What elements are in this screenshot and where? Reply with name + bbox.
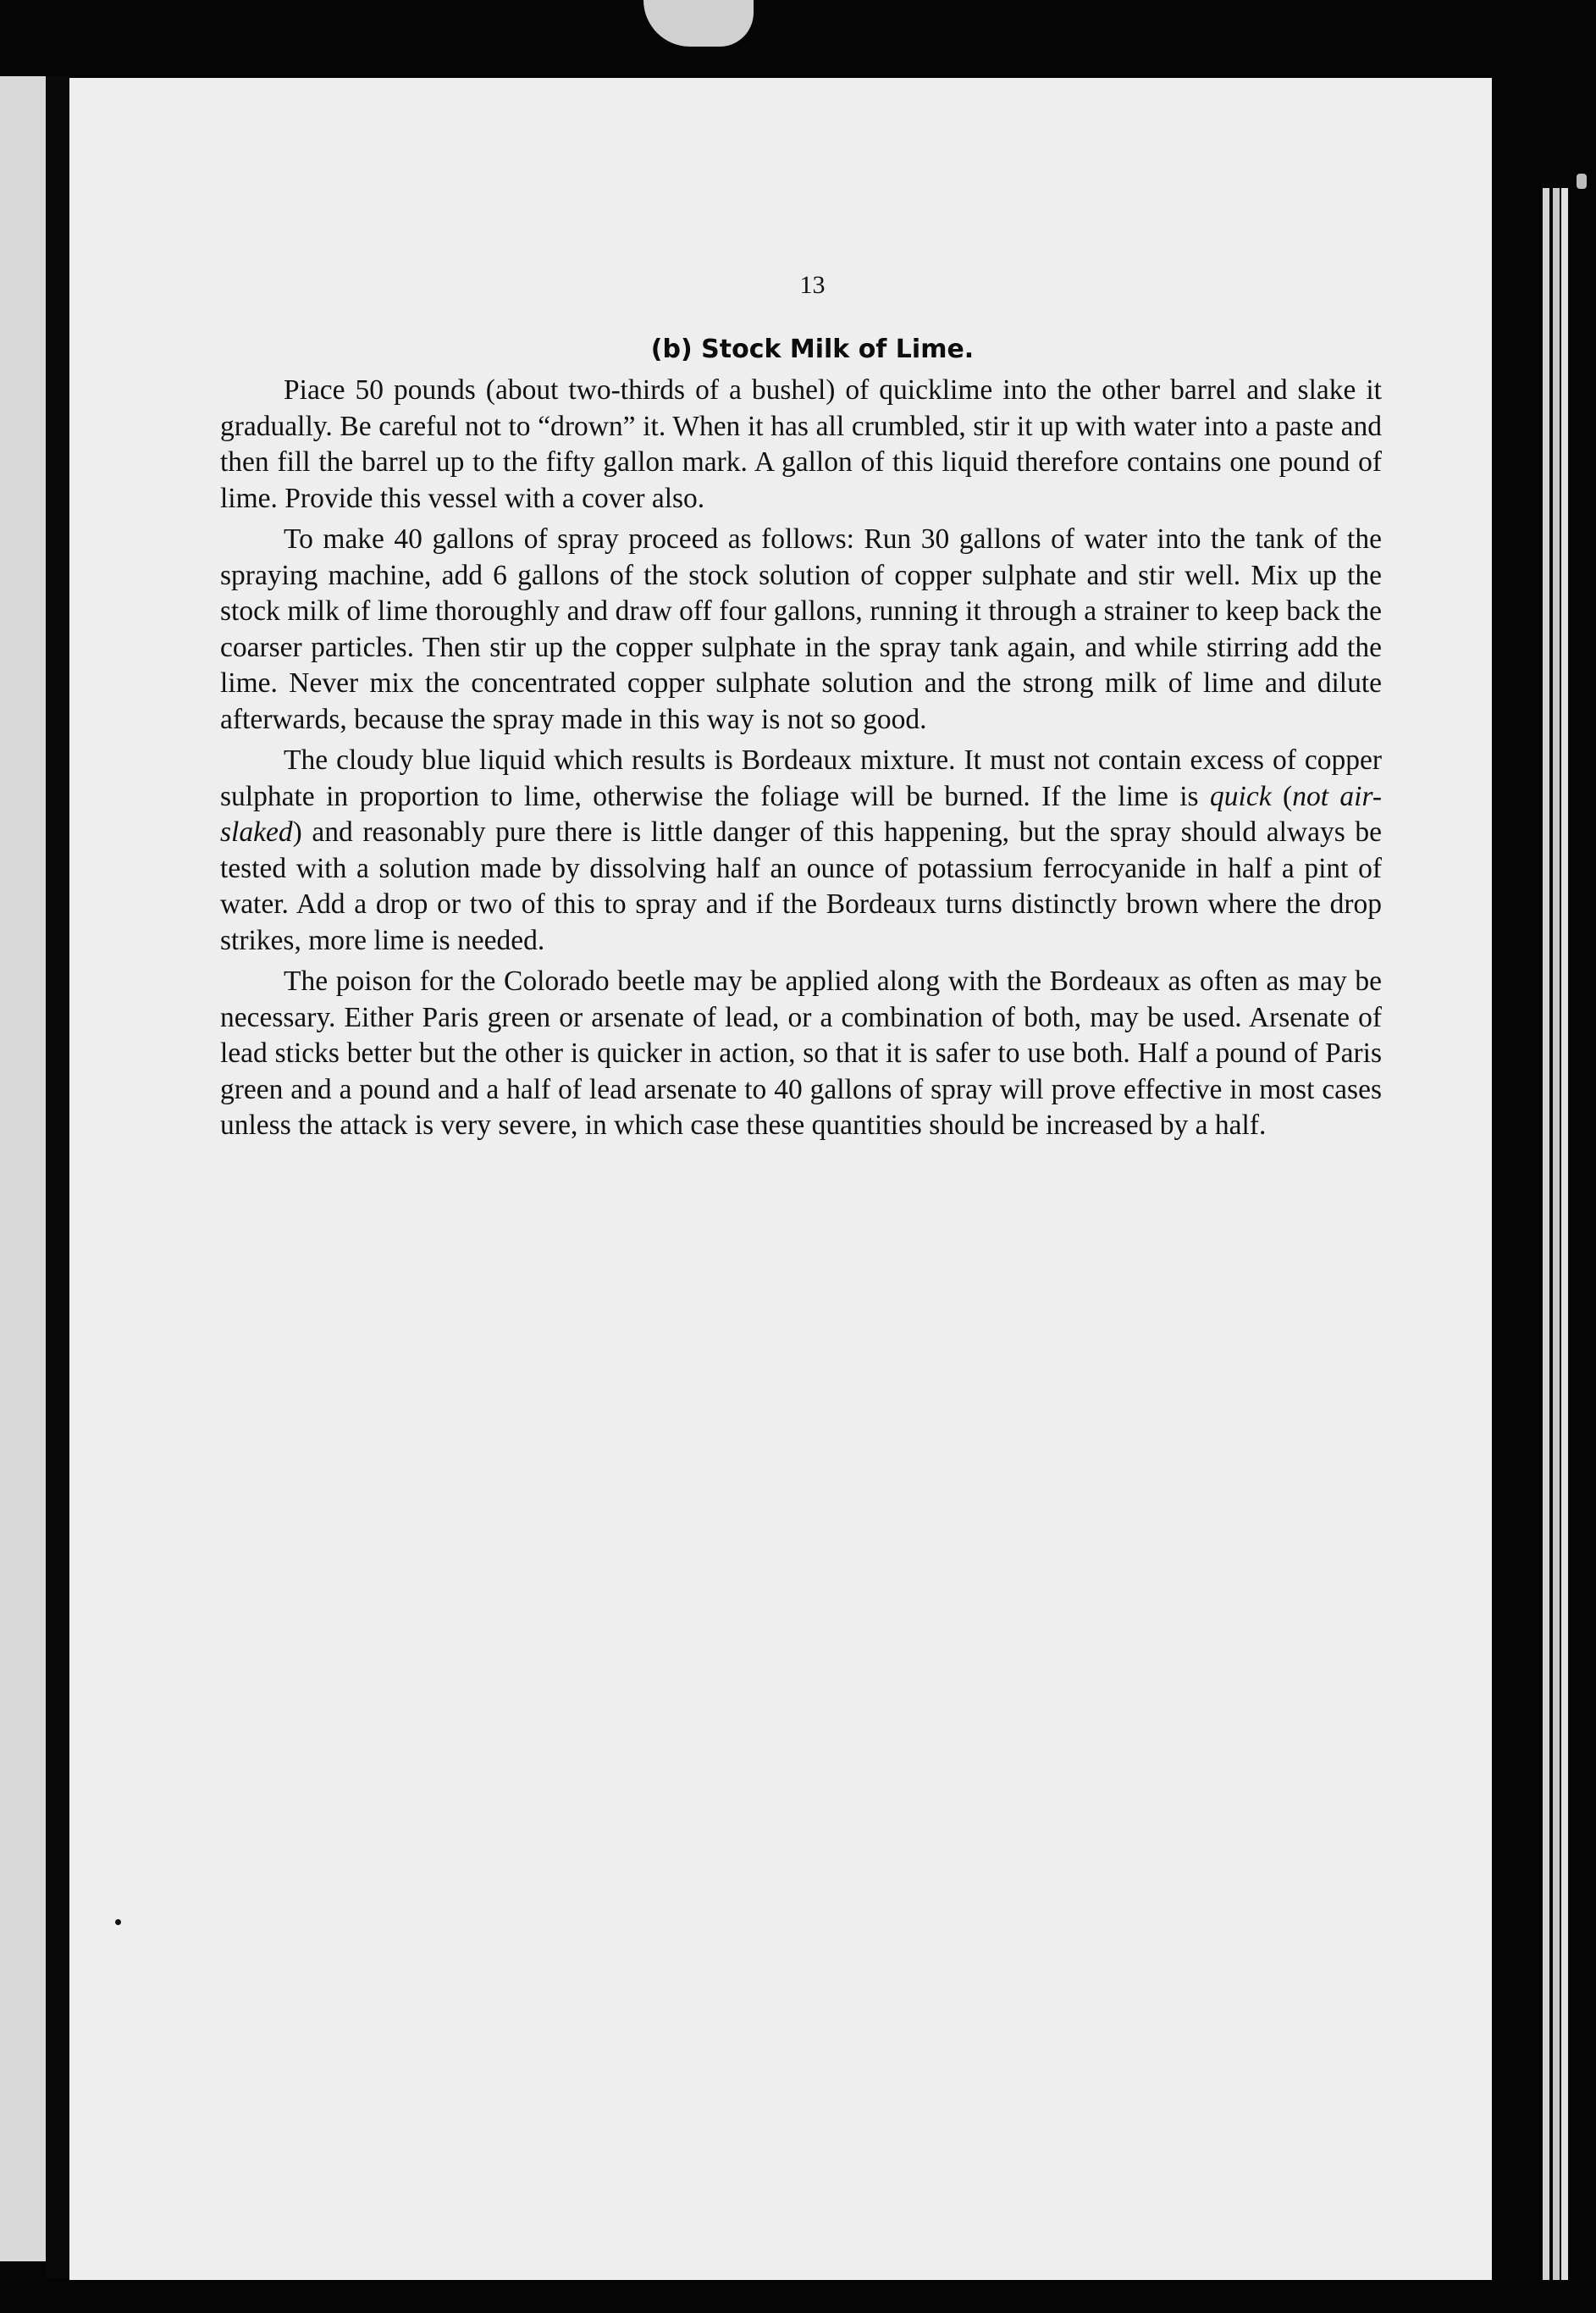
paragraph-colorado-beetle: The poison for the Colorado beetle may be applied along with the Bordeaux as often as may be necessary. Either Paris green or arsenate of lead, or a combination of both, may be used. Arsenate of lead sticks better but the other is quicker in action, so that it is safer to use both. Half a pound of Paris green and a pound and a half of lead arsenate to 40 gallons of spray will prove effective in most cases unless the attack is very severe, in which case these quantities should be increased by a half.: [220, 966, 1382, 1141]
paragraph-spray-mixing: To make 40 gallons of spray proceed as follows: Run 30 gallons of water into the tank of the spraying machine, add 6 gallons of the stock solution of copper sulphate and stir well. Mix up the stock milk of lime thoroughly and draw off four gallons, running it through a strainer to keep back the coarser particles. Then stir up the copper sulphate in the spray tank again, and while stirring add the lime. Never mix the concentrated copper sulphate solution and the strong milk of lime and dilute afterwards, because the spray made in this way is not so good.: [220, 523, 1382, 735]
emphasis-quick: quick: [1210, 780, 1272, 812]
page-stack-edge: [1561, 188, 1568, 2280]
section-heading: (b) Stock Milk of Lime.: [650, 335, 975, 364]
emphasis-not-air-slaked: not air-slaked: [220, 780, 1383, 848]
paragraph-text: The cloudy blue liquid which results is Bordeaux mixture. It must not contain excess of copper sulphate in proportion to lime, otherwise the foliage will be burned. If the lime is: [220, 744, 1382, 812]
scan-artifact-speck: [1577, 174, 1587, 189]
scan-artifact-top: [643, 0, 754, 47]
paragraph-text: ) and reasonably pure there is little danger of this happening, but the spray should always be tested with a solution made by dissolving half an ounce of potassium ferrocyanide in half a pint of water. Add a drop or two of this to spray and if the Bordeaux turns distinctly brown where the drop strikes, more lime is needed.: [220, 816, 1382, 956]
paragraph-text: (: [1271, 780, 1293, 812]
book-page: [69, 78, 1492, 2280]
binding-gutter: [46, 76, 69, 2278]
facing-page-edge: [0, 76, 49, 2261]
body-text: [220, 373, 1382, 1149]
page-stack-edge: [1543, 188, 1549, 2280]
ink-speck: [115, 1919, 121, 1925]
paragraph-stock-lime: Piace 50 pounds (about two-thirds of a bushel) of quicklime into the other barrel and slake it gradually. Be careful not to “drown” it. When it has all crumbled, stir it up with water into a paste and then fill the barrel up to the fifty gallon mark. A gallon of this liquid therefore contains one pound of lime. Provide this vessel with a cover also.: [220, 374, 1382, 514]
paragraph-bordeaux-test: [220, 743, 1382, 959]
page-number: 13: [799, 271, 826, 299]
page-stack-edge: [1553, 188, 1560, 2280]
